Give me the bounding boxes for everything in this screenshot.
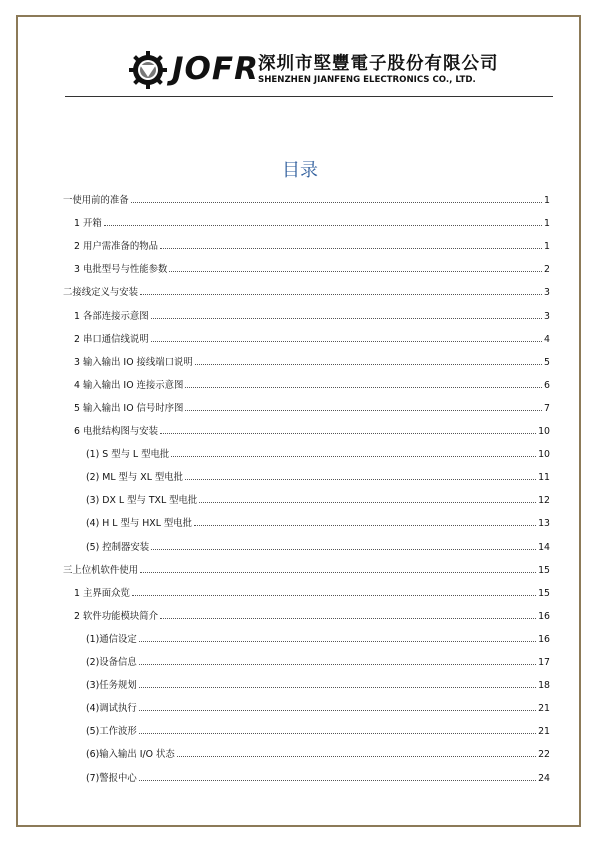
- toc-entry[interactable]: [86, 646, 550, 668]
- letterhead: [128, 50, 508, 90]
- toc-entry[interactable]: [86, 669, 550, 691]
- toc-entry-page: 14: [538, 541, 550, 553]
- toc-entry-page: 13: [538, 518, 550, 530]
- toc-entry[interactable]: [86, 738, 550, 760]
- toc-entry-label: (1) S 型与 L 型电批: [86, 449, 170, 461]
- toc-leader-dots: [171, 455, 536, 457]
- toc-entry-label: 2 用户需准备的物品: [74, 241, 158, 253]
- toc-leader-dots: [160, 247, 542, 249]
- toc-entry[interactable]: [74, 230, 550, 252]
- logo-wordmark: JOFR: [172, 51, 259, 87]
- toc-leader-dots: [139, 686, 536, 688]
- toc-entry-label: (3)任务规划: [86, 680, 137, 692]
- toc-entry-label: (5) 控制器安装: [86, 541, 150, 553]
- toc-leader-dots: [169, 270, 542, 272]
- company-name-chinese: 深圳市堅豐電子股份有限公司: [258, 54, 499, 74]
- toc-entry-page: 1: [544, 218, 550, 230]
- toc-entry-label: (1)通信设定: [86, 633, 137, 645]
- toc-entry[interactable]: [74, 600, 550, 622]
- toc-entry[interactable]: [86, 692, 550, 714]
- toc-entry-label: (6)输入输出 I/O 状态: [86, 749, 175, 761]
- toc-entry-label: (2) ML 型与 XL 型电批: [86, 472, 184, 484]
- toc-entry-label: (7)警报中心: [86, 772, 137, 784]
- toc-leader-dots: [140, 571, 536, 573]
- toc-title: 目录: [282, 160, 318, 181]
- toc-entry-label: 一使用前的准备: [63, 195, 129, 206]
- toc-entry-page: 16: [538, 633, 550, 645]
- toc-entry-label: 1 开箱: [74, 218, 102, 230]
- toc-entry-page: 17: [538, 657, 550, 668]
- toc-entry-page: 3: [544, 287, 550, 299]
- toc-entry-page: 12: [538, 495, 550, 507]
- toc-entry-page: 16: [538, 610, 550, 622]
- toc-entry-page: 1: [544, 195, 550, 206]
- toc-entry[interactable]: [86, 531, 550, 553]
- toc-entry[interactable]: [86, 623, 550, 645]
- toc-entry-page: 1: [544, 241, 550, 253]
- toc-entry-label: 6 电批结构图与安装: [74, 426, 158, 437]
- toc-leader-dots: [199, 501, 536, 503]
- toc-leader-dots: [194, 524, 536, 526]
- toc-entry-page: 4: [544, 333, 550, 345]
- toc-entry-page: 15: [538, 564, 550, 576]
- toc-entry[interactable]: [74, 346, 550, 368]
- toc-entry[interactable]: [86, 762, 550, 784]
- toc-leader-dots: [185, 409, 542, 411]
- toc-entry[interactable]: [74, 415, 550, 437]
- toc-entry[interactable]: [63, 276, 550, 298]
- toc-entry-label: (5)工作波形: [86, 726, 137, 738]
- toc-leader-dots: [151, 548, 536, 550]
- toc-entry[interactable]: [86, 507, 550, 529]
- toc-entry-label: 2 软件功能模块简介: [74, 610, 158, 622]
- toc-entry-label: 5 输入输出 IO 信号时序图: [74, 402, 184, 414]
- toc-leader-dots: [151, 317, 542, 319]
- gear-logo-icon: [128, 50, 168, 90]
- toc-entry-label: 2 串口通信线说明: [74, 333, 149, 345]
- toc-entry[interactable]: [63, 184, 550, 206]
- toc-entry-label: 1 各部连接示意图: [74, 310, 149, 322]
- toc-entry-page: 2: [544, 264, 550, 276]
- toc-entry-page: 5: [544, 356, 550, 368]
- toc-leader-dots: [177, 755, 536, 757]
- toc-entry-page: 7: [544, 402, 550, 414]
- toc-entry-page: 10: [538, 449, 550, 461]
- toc-entry-label: (3) DX L 型与 TXL 型电批: [86, 495, 198, 507]
- toc-entry[interactable]: [86, 461, 550, 483]
- toc-entry[interactable]: [63, 554, 550, 576]
- company-name-english: SHENZHEN JIANFENG ELECTRONICS CO., LTD.: [258, 75, 476, 85]
- toc-entry[interactable]: [74, 392, 550, 414]
- toc-leader-dots: [139, 640, 536, 642]
- toc-entry[interactable]: [86, 438, 550, 460]
- toc-leader-dots: [139, 732, 536, 734]
- toc-entry-label: 二接线定义与安装: [63, 287, 139, 299]
- header-divider: [65, 96, 553, 97]
- toc-entry-label: (2)设备信息: [86, 657, 137, 668]
- toc-leader-dots: [185, 478, 536, 480]
- toc-entry[interactable]: [74, 369, 550, 391]
- toc-leader-dots: [160, 617, 536, 619]
- toc-leader-dots: [195, 363, 542, 365]
- toc-entry-label: (4) H L 型与 HXL 型电批: [86, 518, 193, 530]
- toc-leader-dots: [185, 386, 542, 388]
- toc-entry-label: 4 输入输出 IO 连接示意图: [74, 379, 184, 391]
- toc-entry[interactable]: [74, 253, 550, 275]
- toc-entry-page: 21: [538, 703, 550, 715]
- toc-entry-label: 3 输入输出 IO 接线端口说明: [74, 356, 193, 368]
- toc-entry-page: 6: [544, 379, 550, 391]
- toc-entry[interactable]: [86, 715, 550, 737]
- toc-entry-page: 10: [538, 426, 550, 437]
- toc-entry[interactable]: [86, 484, 550, 506]
- toc-entry[interactable]: [74, 300, 550, 322]
- toc-leader-dots: [160, 432, 536, 434]
- toc-entry-label: 1 主界面众览: [74, 587, 130, 599]
- toc-leader-dots: [139, 663, 536, 665]
- toc-entry-page: 21: [538, 726, 550, 738]
- toc-entry[interactable]: [74, 323, 550, 345]
- toc-entry[interactable]: [74, 207, 550, 229]
- toc-entry-page: 24: [538, 772, 550, 784]
- toc-entry-label: (4)调试执行: [86, 703, 137, 715]
- toc-leader-dots: [131, 201, 542, 203]
- toc-entry-page: 11: [538, 472, 550, 484]
- toc-entry-page: 15: [538, 587, 550, 599]
- toc-leader-dots: [139, 779, 536, 781]
- toc-entry-page: 22: [538, 749, 550, 761]
- toc-leader-dots: [151, 340, 542, 342]
- toc-leader-dots: [132, 594, 536, 596]
- toc-leader-dots: [104, 224, 542, 226]
- toc-leader-dots: [140, 293, 542, 295]
- toc-entry-label: 3 电批型号与性能参数: [74, 264, 168, 276]
- toc-entry-label: 三上位机软件使用: [63, 564, 139, 576]
- toc-entry[interactable]: [74, 577, 550, 599]
- toc-entry-page: 18: [538, 680, 550, 692]
- toc-leader-dots: [139, 709, 536, 711]
- toc-entry-page: 3: [544, 310, 550, 322]
